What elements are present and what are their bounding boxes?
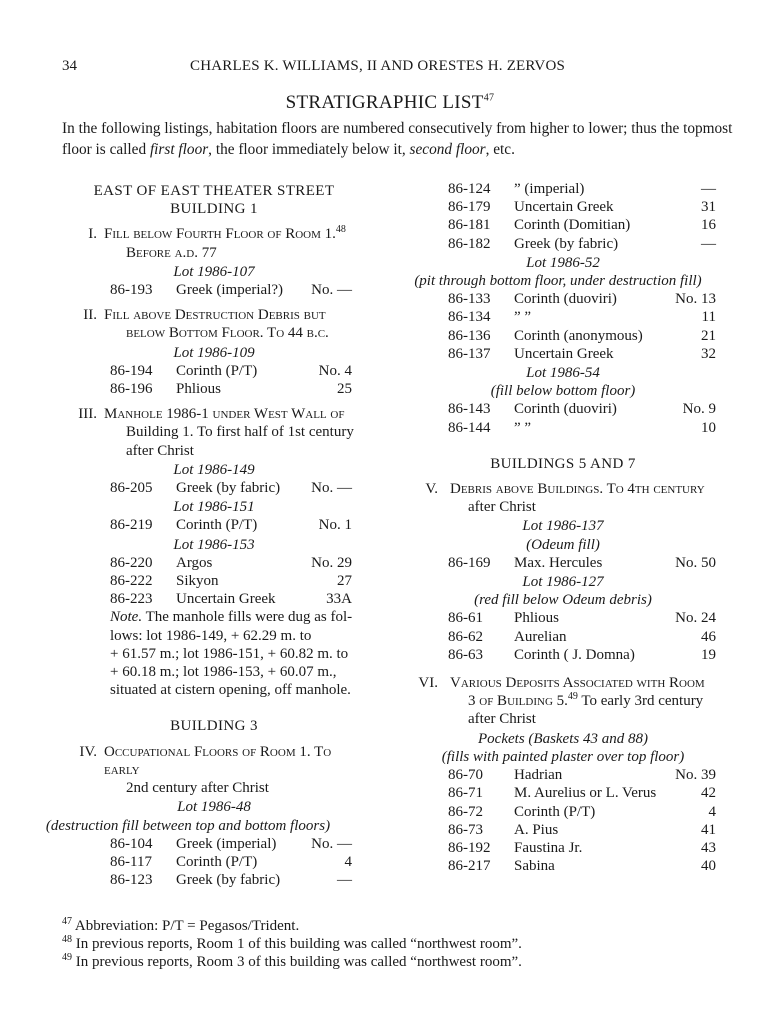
inventory-number: 86-137	[448, 345, 491, 362]
inventory-number: 86-72	[448, 803, 483, 820]
coin-row	[410, 180, 716, 198]
catalogue-ref: 4	[344, 853, 352, 870]
inventory-number: 86-181	[448, 217, 491, 234]
coin-list	[62, 554, 366, 609]
coin-row	[410, 216, 716, 234]
coin-row	[62, 853, 366, 871]
catalogue-ref: 43	[701, 839, 716, 856]
deposit-II: II. Fill above Destruction Debris but below Bottom Floor. To 44 b.c. Lot 1986-109 86-194 Corinth (P/T) No. 4 86-196 Phlious 25	[62, 306, 366, 398]
catalogue-ref: —	[701, 181, 716, 197]
coin-mint: Greek (imperial)	[176, 835, 277, 852]
coin-row	[62, 572, 366, 590]
coin-list	[410, 554, 716, 572]
coin-row	[410, 839, 716, 857]
deposit-VI: VI. Various Deposits Associated with Room 3 of Building 5.49 To early 3rd century after Christ Pockets (Baskets 43 and 88) (fills with painted plaster over top floor) 86-70 Hadrian No. 39 86-71 M. Aurelius or L. Verus 42 86-72 Corinth (P/T) 4 86-73 A. Pius 41 86-192 Faustina Jr. 43 86-217 Sabina 40	[410, 674, 716, 875]
coin-row	[410, 609, 716, 627]
coin-mint: Hadrian	[514, 767, 563, 784]
inventory-number: 86-182	[448, 235, 491, 252]
coin-mint: Corinth (duoviri)	[514, 291, 617, 308]
coin-row	[410, 198, 716, 216]
coin-mint: Corinth (duoviri)	[514, 401, 617, 418]
lot-label: Lot 1986-149	[173, 461, 255, 478]
coin-mint: ” (imperial)	[514, 181, 585, 197]
running-head: CHARLES K. WILLIAMS, II AND ORESTES H. ZERVOS	[190, 58, 566, 74]
coin-list	[410, 766, 716, 875]
coin-row	[410, 857, 716, 875]
coin-row	[62, 516, 366, 534]
coin-row	[410, 784, 716, 802]
catalogue-ref: No. 4	[318, 362, 352, 379]
catalogue-ref: 16	[701, 217, 716, 234]
coin-mint: Greek (by fabric)	[176, 480, 281, 497]
coin-row	[410, 345, 716, 363]
footnote-47: $^{47}$ Abbreviation: P/T = Pegasos/Trident.	[62, 916, 300, 934]
inventory-number: 86-73	[448, 821, 483, 838]
catalogue-ref: 10	[701, 419, 716, 436]
coin-row	[410, 766, 716, 784]
catalogue-ref: 46	[701, 628, 716, 645]
coin-mint: Greek (by fabric)	[176, 872, 281, 889]
coin-row	[62, 871, 366, 889]
lot-label: Lot 1986-153	[173, 536, 255, 553]
coin-list	[410, 290, 716, 363]
inventory-number: 86-104	[110, 835, 153, 852]
catalogue-ref: No. 29	[311, 554, 352, 571]
coin-mint: Faustina Jr.	[514, 839, 583, 856]
coin-row	[62, 380, 366, 398]
coin-list	[62, 835, 366, 890]
coin-row	[62, 554, 366, 572]
inventory-number: 86-196	[110, 381, 153, 398]
coin-mint: Uncertain Greek	[514, 345, 614, 362]
lot-label: Lot 1986-52	[526, 254, 600, 271]
inventory-number: 86-136	[448, 327, 491, 344]
coin-list	[410, 609, 716, 664]
coin-mint: Greek (by fabric)	[514, 235, 619, 252]
coin-row	[410, 400, 716, 418]
inventory-number: 86-179	[448, 199, 491, 216]
coin-row	[62, 590, 366, 608]
deposit-V: V. Debris above Buildings. To 4th century after Christ Lot 1986-137 (Odeum fill) 86-169 Max. Hercules No. 50 Lot 1986-127 (red fill below Odeum debris) 86-61 Phlious No. 24 86-62 Aurelian 46 86-63 Corinth ( J. Domna) 19	[410, 480, 716, 664]
coin-list	[62, 516, 366, 534]
inventory-number: 86-134	[448, 309, 491, 326]
lot-description: (fill below bottom floor)	[490, 383, 636, 400]
coin-row	[410, 821, 716, 839]
lot-description: (fills with painted plaster over top floor)	[441, 748, 685, 765]
coin-row	[410, 308, 716, 326]
catalogue-ref: 25	[337, 381, 352, 398]
coin-mint: Phlious	[176, 381, 222, 398]
coin-mint: ” ”	[514, 309, 532, 326]
coin-mint: M. Aurelius or L. Verus	[514, 785, 657, 802]
catalogue-ref: —	[337, 872, 352, 889]
deposit-III: III. Manhole 1986-1 under West Wall of Building 1. To first half of 1st century after Christ Lot 1986-149 86-205 Greek (by fabric) No. — Lot 1986-151 86-219 Corinth (P/T) No. 1 Lot 1986-153 86-220 Argos No. 29 86-222 Sikyon 27 86-223 Uncertain Greek 33A Note. The manhole fills were dug as fol- lows: lot 1986-149, + 62.29 m. to + 61.57 m.; lot 1986-151, + 60.82 m. to + 60.18 m.; lot 1986-153, + 60.07 m., situated at cistern opening, off manhole.	[62, 405, 366, 699]
coin-row	[410, 419, 716, 437]
coin-mint: Sabina	[514, 858, 555, 875]
lot-description: (pit through bottom floor, under destruction fill)	[414, 273, 702, 290]
catalogue-ref: 11	[701, 309, 716, 326]
coin-mint: Corinth (P/T)	[176, 853, 258, 870]
coin-row	[62, 362, 366, 380]
catalogue-ref: 42	[701, 785, 716, 802]
coin-mint: Corinth (Domitian)	[514, 217, 631, 234]
footnote-ref: 47	[483, 92, 495, 104]
catalogue-ref: No. 50	[675, 554, 716, 571]
lot-label: Lot 1986-127	[522, 574, 604, 591]
coin-mint: Corinth (P/T)	[176, 517, 258, 534]
coin-mint: ” ”	[514, 419, 532, 436]
inventory-number: 86-219	[110, 517, 153, 534]
catalogue-ref: 21	[701, 327, 716, 344]
inventory-number: 86-222	[110, 573, 153, 590]
catalogue-ref: No. —	[311, 480, 352, 497]
coin-row	[410, 290, 716, 308]
catalogue-ref: 19	[701, 646, 716, 663]
catalogue-ref: 33A	[326, 591, 352, 608]
lot-label: Pockets (Baskets 43 and 88)	[478, 730, 648, 747]
coin-mint: Corinth (anonymous)	[514, 327, 643, 344]
coin-row	[62, 281, 366, 299]
catalogue-ref: 4	[708, 803, 716, 820]
page-number: 34	[62, 58, 77, 74]
inventory-number: 86-62	[448, 628, 483, 645]
coin-mint: Greek (imperial?)	[176, 282, 284, 299]
manhole-note: Note. The manhole fills were dug as fol- lows: lot 1986-149, + 62.29 m. to + 61.57 m.; lot 1986-151, + 60.82 m. to + 60.18 m.; lot 1986-153, + 60.07 m., situated at cistern opening, off manhole.	[110, 609, 353, 699]
catalogue-ref: 32	[701, 345, 716, 362]
coin-row	[62, 835, 366, 853]
coin-mint: Aurelian	[514, 628, 567, 645]
inventory-number: 86-71	[448, 785, 483, 802]
lot-label: Lot 1986-54	[526, 365, 600, 382]
coin-row	[410, 646, 716, 664]
inventory-number: 86-124	[448, 181, 491, 197]
coin-mint: Corinth ( J. Domna)	[514, 646, 635, 663]
catalogue-ref: No. 1	[318, 517, 352, 534]
coin-list	[410, 180, 716, 253]
page-title: STRATIGRAPHIC LIST$^{47}$	[285, 92, 495, 113]
catalogue-ref: —	[701, 235, 716, 252]
building-heading: BUILDING 1	[170, 201, 258, 218]
coin-row	[410, 554, 716, 572]
catalogue-ref: 40	[701, 858, 716, 875]
footnote-49: $^{49}$ In previous reports, Room 3 of this building was called “northwest room”.	[62, 952, 522, 970]
lot-description: (red fill below Odeum debris)	[474, 592, 652, 609]
coin-list	[62, 281, 366, 299]
inventory-number: 86-143	[448, 401, 491, 418]
coin-mint: A. Pius	[514, 821, 559, 838]
right-column	[410, 180, 716, 875]
building-heading: BUILDING 3	[170, 718, 258, 735]
lot-description: (Odeum fill)	[526, 536, 600, 553]
coin-row	[410, 803, 716, 821]
coin-mint: Max. Hercules	[514, 554, 603, 571]
inventory-number: 86-193	[110, 282, 153, 299]
catalogue-ref: No. —	[311, 282, 352, 299]
inventory-number: 86-117	[110, 853, 152, 870]
inventory-number: 86-169	[448, 554, 491, 571]
catalogue-ref: No. 13	[675, 291, 716, 308]
catalogue-ref: No. —	[311, 835, 352, 852]
catalogue-ref: No. 9	[682, 401, 716, 418]
inventory-number: 86-61	[448, 610, 483, 627]
inventory-number: 86-70	[448, 767, 483, 784]
inventory-number: 86-133	[448, 291, 491, 308]
inventory-number: 86-217	[448, 858, 491, 875]
deposit-IV: IV. Occupational Floors of Room 1. To early 2nd century after Christ Lot 1986-48 (destruction fill between top and bottom floors) 86-104 Greek (imperial) No. — 86-117 Corinth (P/T) 4 86-123 Greek (by fabric) —	[62, 743, 366, 890]
lot-description: (destruction fill between top and bottom floors)	[45, 817, 331, 834]
inventory-number: 86-63	[448, 646, 483, 663]
inventory-number: 86-205	[110, 480, 153, 497]
deposit-I: I. Fill below Fourth Floor of Room 1.48 Before a.d. 77 Lot 1986-107 86-193 Greek (imperial?) No. —	[62, 225, 366, 299]
catalogue-ref: 41	[701, 821, 716, 838]
left-column	[45, 182, 366, 889]
lot-label: Lot 1986-151	[173, 499, 255, 516]
lot-label: Lot 1986-48	[177, 799, 251, 816]
coin-mint: Corinth (P/T)	[514, 803, 596, 820]
section-heading: EAST OF EAST THEATER STREET	[93, 183, 335, 199]
coin-mint: Phlious	[514, 610, 560, 627]
coin-list	[62, 362, 366, 398]
coin-mint: Uncertain Greek	[514, 199, 614, 216]
inventory-number: 86-144	[448, 419, 491, 436]
coin-list	[410, 400, 716, 436]
catalogue-ref: 27	[337, 573, 352, 590]
inventory-number: 86-223	[110, 591, 153, 608]
coin-mint: Corinth (P/T)	[176, 362, 258, 379]
section-heading: BUILDINGS 5 AND 7	[490, 455, 636, 472]
catalogue-ref: No. 39	[675, 767, 716, 784]
intro-paragraph: In the following listings, habitation floors are numbered consecutively from higher to lower; thus the topmost floor is called first floor, the floor immediately below it, second floor, etc.	[62, 120, 733, 158]
coin-mint: Uncertain Greek	[176, 591, 276, 608]
lot-label: Lot 1986-107	[173, 263, 255, 280]
footnote-48: $^{48}$ In previous reports, Room 1 of this building was called “northwest room”.	[62, 934, 522, 952]
inventory-number: 86-123	[110, 872, 153, 889]
catalogue-ref: 31	[701, 199, 716, 216]
coin-row	[410, 235, 716, 253]
coin-list	[62, 479, 366, 497]
lot-label: Lot 1986-109	[173, 344, 255, 361]
coin-mint: Argos	[176, 554, 213, 571]
catalogue-ref: No. 24	[675, 610, 716, 627]
inventory-number: 86-220	[110, 554, 153, 571]
coin-row	[410, 327, 716, 345]
inventory-number: 86-192	[448, 839, 491, 856]
coin-row	[410, 628, 716, 646]
inventory-number: 86-194	[110, 362, 153, 379]
coin-mint: Sikyon	[176, 573, 219, 590]
coin-row	[62, 479, 366, 497]
lot-label: Lot 1986-137	[522, 518, 604, 535]
